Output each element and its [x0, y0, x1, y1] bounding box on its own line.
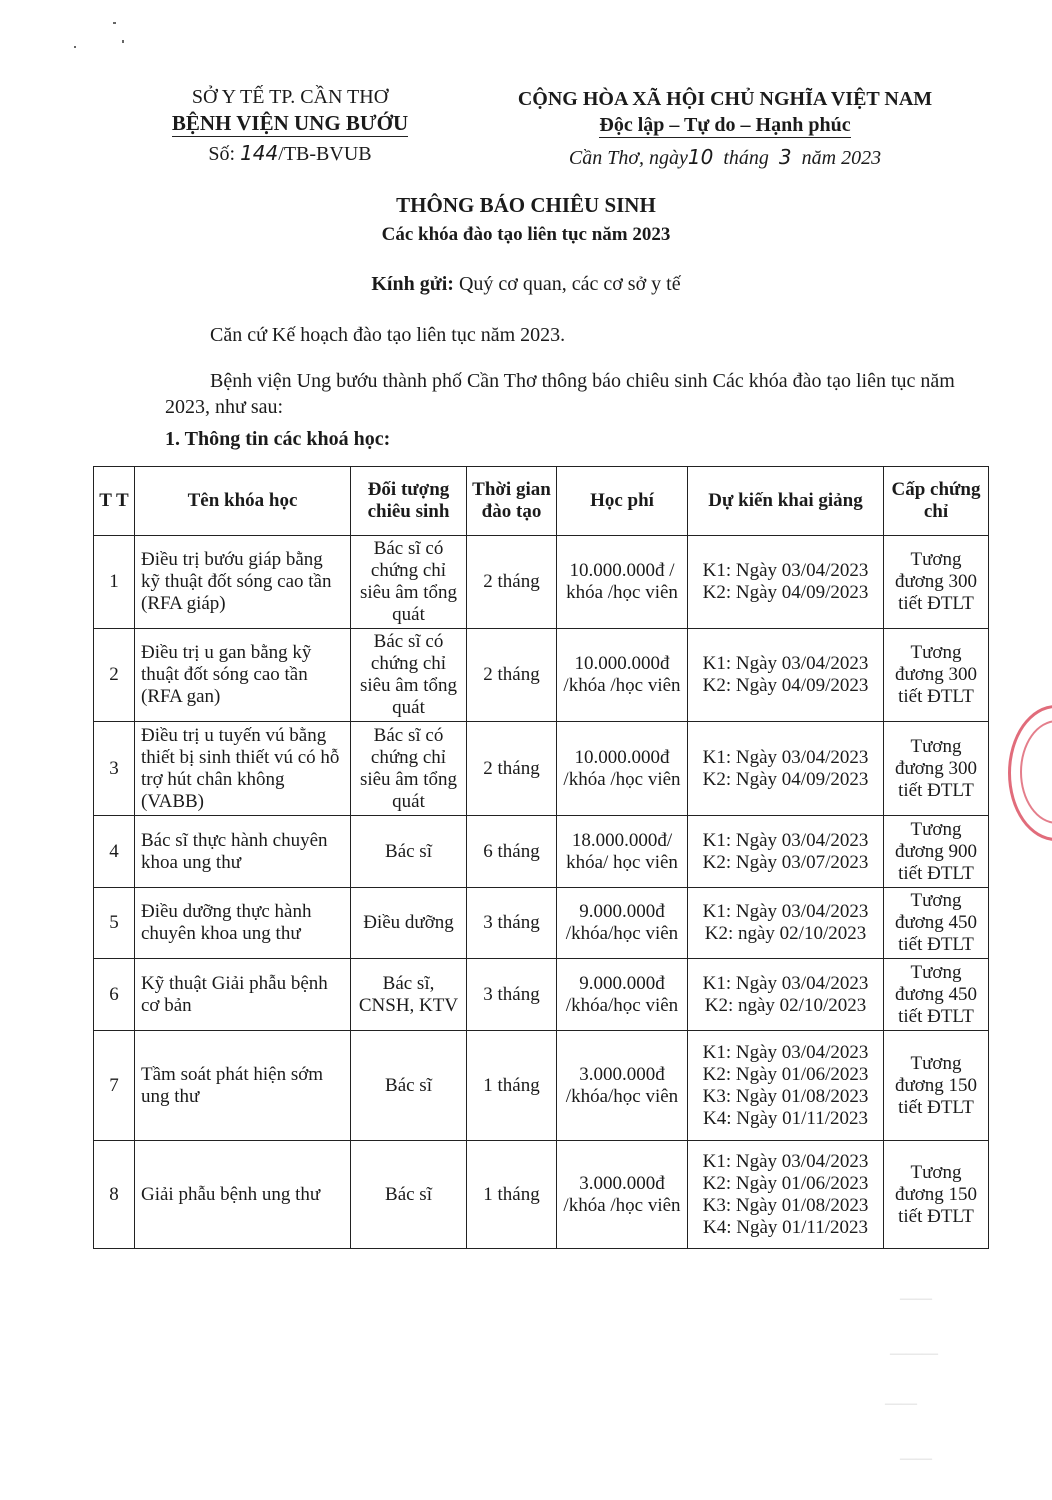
course-schedule: K1: Ngày 03/04/2023 K2: Ngày 01/06/2023 K3: Ngày 01/08/2023 K4: Ngày 01/11/2023 [688, 1141, 884, 1249]
course-duration: 1 tháng [467, 1031, 557, 1141]
course-schedule: K1: Ngày 03/04/2023 K2: Ngày 01/06/2023 K3: Ngày 01/08/2023 K4: Ngày 01/11/2023 [688, 1031, 884, 1141]
header-duration: Thời gian đào tạo [467, 467, 557, 536]
course-name: Điều dưỡng thực hành chuyên khoa ung thư [135, 888, 351, 959]
course-fee: 10.000.000đ /khóa /học viên [557, 722, 688, 816]
bleed-through-mark: —— [900, 1290, 932, 1307]
course-schedule: K1: Ngày 03/04/2023 K2: ngày 02/10/2023 [688, 888, 884, 959]
course-target: Bác sĩ, CNSH, KTV [351, 959, 467, 1031]
course-fee: 10.000.000đ /khóa /học viên [557, 629, 688, 722]
header-schedule: Dự kiến khai giảng [688, 467, 884, 536]
header-course-name: Tên khóa học [135, 467, 351, 536]
row-number: 6 [94, 959, 135, 1031]
recipient-line: Kính gửi: Quý cơ quan, các cơ sở y tế [371, 273, 681, 295]
course-target: Bác sĩ [351, 1031, 467, 1141]
course-certificate: Tương đương 300 tiết ĐTLT [884, 629, 989, 722]
org-name: BỆNH VIỆN UNG BƯỚU [171, 111, 409, 135]
doc-number-handwritten: 144 [240, 141, 279, 165]
course-fee: 3.000.000đ /khóa/học viên [557, 1031, 688, 1141]
issue-date: Cần Thơ, ngày10 tháng 3 năm 2023 [568, 145, 882, 169]
course-duration: 2 tháng [467, 722, 557, 816]
row-number: 3 [94, 722, 135, 816]
course-name: Giải phẫu bệnh ung thư [135, 1141, 351, 1249]
doc-number: Số: 144/TB-BVUB [208, 141, 372, 165]
course-target: Điều dưỡng [351, 888, 467, 959]
row-number: 5 [94, 888, 135, 959]
table-row [94, 1141, 989, 1249]
document-title: THÔNG BÁO CHIÊU SINH [396, 193, 656, 217]
course-fee: 10.000.000đ / khóa /học viên [557, 536, 688, 629]
course-target: Bác sĩ [351, 1141, 467, 1249]
national-title: CỘNG HÒA XÃ HỘI CHỦ NGHĨA VIỆT NAM [517, 88, 933, 110]
header-certificate: Cấp chứng chỉ [884, 467, 989, 536]
course-fee: 18.000.000đ/ khóa/ học viên [557, 816, 688, 888]
course-name: Kỹ thuật Giải phẫu bệnh cơ bản [135, 959, 351, 1031]
bleed-through-mark: —— [900, 1450, 932, 1467]
bleed-through-mark: ——— [890, 1345, 938, 1362]
courses-table [93, 466, 989, 1249]
row-number: 7 [94, 1031, 135, 1141]
table-row [94, 888, 989, 959]
course-duration: 3 tháng [467, 888, 557, 959]
table-row [94, 959, 989, 1031]
header-tt: T T [94, 467, 135, 536]
course-fee: 3.000.000đ /khóa /học viên [557, 1141, 688, 1249]
scan-speck [74, 46, 76, 48]
org-parent: SỞ Y TẾ TP. CẦN THƠ [191, 86, 389, 108]
course-duration: 3 tháng [467, 959, 557, 1031]
section-heading: 1. Thông tin các khoá học: [165, 428, 391, 450]
bleed-through-mark: —— [885, 1395, 917, 1412]
table-row [94, 1031, 989, 1141]
course-name: Điều trị bướu giáp bằng kỹ thuật đốt sóng cao tần (RFA giáp) [135, 536, 351, 629]
motto: Độc lập – Tự do – Hạnh phúc [599, 114, 851, 136]
course-certificate: Tương đương 150 tiết ĐTLT [884, 1141, 989, 1249]
document-subtitle: Các khóa đào tạo liên tục năm 2023 [381, 224, 671, 245]
paragraph-basis: Căn cứ Kế hoạch đào tạo liên tục năm 2023. [210, 324, 566, 346]
course-certificate: Tương đương 300 tiết ĐTLT [884, 536, 989, 629]
row-number: 4 [94, 816, 135, 888]
course-duration: 2 tháng [467, 536, 557, 629]
course-duration: 1 tháng [467, 1141, 557, 1249]
course-fee: 9.000.000đ /khóa/học viên [557, 959, 688, 1031]
course-duration: 6 tháng [467, 816, 557, 888]
table-row [94, 629, 989, 722]
table-row [94, 816, 989, 888]
course-fee: 9.000.000đ /khóa/học viên [557, 888, 688, 959]
paragraph-announcement: Bệnh viện Ung bướu thành phố Cần Thơ thông báo chiêu sinh Các khóa đào tạo liên tục năm 2023, như sau: [165, 370, 955, 418]
course-schedule: K1: Ngày 03/04/2023 K2: Ngày 03/07/2023 [688, 816, 884, 888]
course-schedule: K1: Ngày 03/04/2023 K2: Ngày 04/09/2023 [688, 536, 884, 629]
header-target: Đối tượng chiêu sinh [351, 467, 467, 536]
course-target: Bác sĩ có chứng chỉ siêu âm tổng quát [351, 536, 467, 629]
course-name: Tầm soát phát hiện sớm ung thư [135, 1031, 351, 1141]
course-certificate: Tương đương 300 tiết ĐTLT [884, 722, 989, 816]
row-number: 1 [94, 536, 135, 629]
course-certificate: Tương đương 900 tiết ĐTLT [884, 816, 989, 888]
course-schedule: K1: Ngày 03/04/2023 K2: ngày 02/10/2023 [688, 959, 884, 1031]
course-duration: 2 tháng [467, 629, 557, 722]
course-name: Điều trị u tuyến vú bằng thiết bị sinh thiết vú có hỗ trợ hút chân không (VABB) [135, 722, 351, 816]
course-certificate: Tương đương 450 tiết ĐTLT [884, 959, 989, 1031]
course-target: Bác sĩ [351, 816, 467, 888]
course-target: Bác sĩ có chứng chỉ siêu âm tổng quát [351, 722, 467, 816]
row-number: 8 [94, 1141, 135, 1249]
course-schedule: K1: Ngày 03/04/2023 K2: Ngày 04/09/2023 [688, 629, 884, 722]
table-row [94, 536, 989, 629]
course-target: Bác sĩ có chứng chỉ siêu âm tổng quát [351, 629, 467, 722]
scan-speck [122, 40, 124, 43]
national-block [490, 86, 960, 171]
course-schedule: K1: Ngày 03/04/2023 K2: Ngày 04/09/2023 [688, 722, 884, 816]
course-certificate: Tương đương 150 tiết ĐTLT [884, 1031, 989, 1141]
course-certificate: Tương đương 450 tiết ĐTLT [884, 888, 989, 959]
course-name: Điều trị u gan bằng kỹ thuật đốt sóng cao tần (RFA gan) [135, 629, 351, 722]
row-number: 2 [94, 629, 135, 722]
scan-speck [113, 22, 116, 24]
header-fee: Học phí [557, 467, 688, 536]
table-header-row [94, 467, 989, 536]
course-name: Bác sĩ thực hành chuyên khoa ung thư [135, 816, 351, 888]
table-row [94, 722, 989, 816]
issuer-block [140, 84, 440, 167]
